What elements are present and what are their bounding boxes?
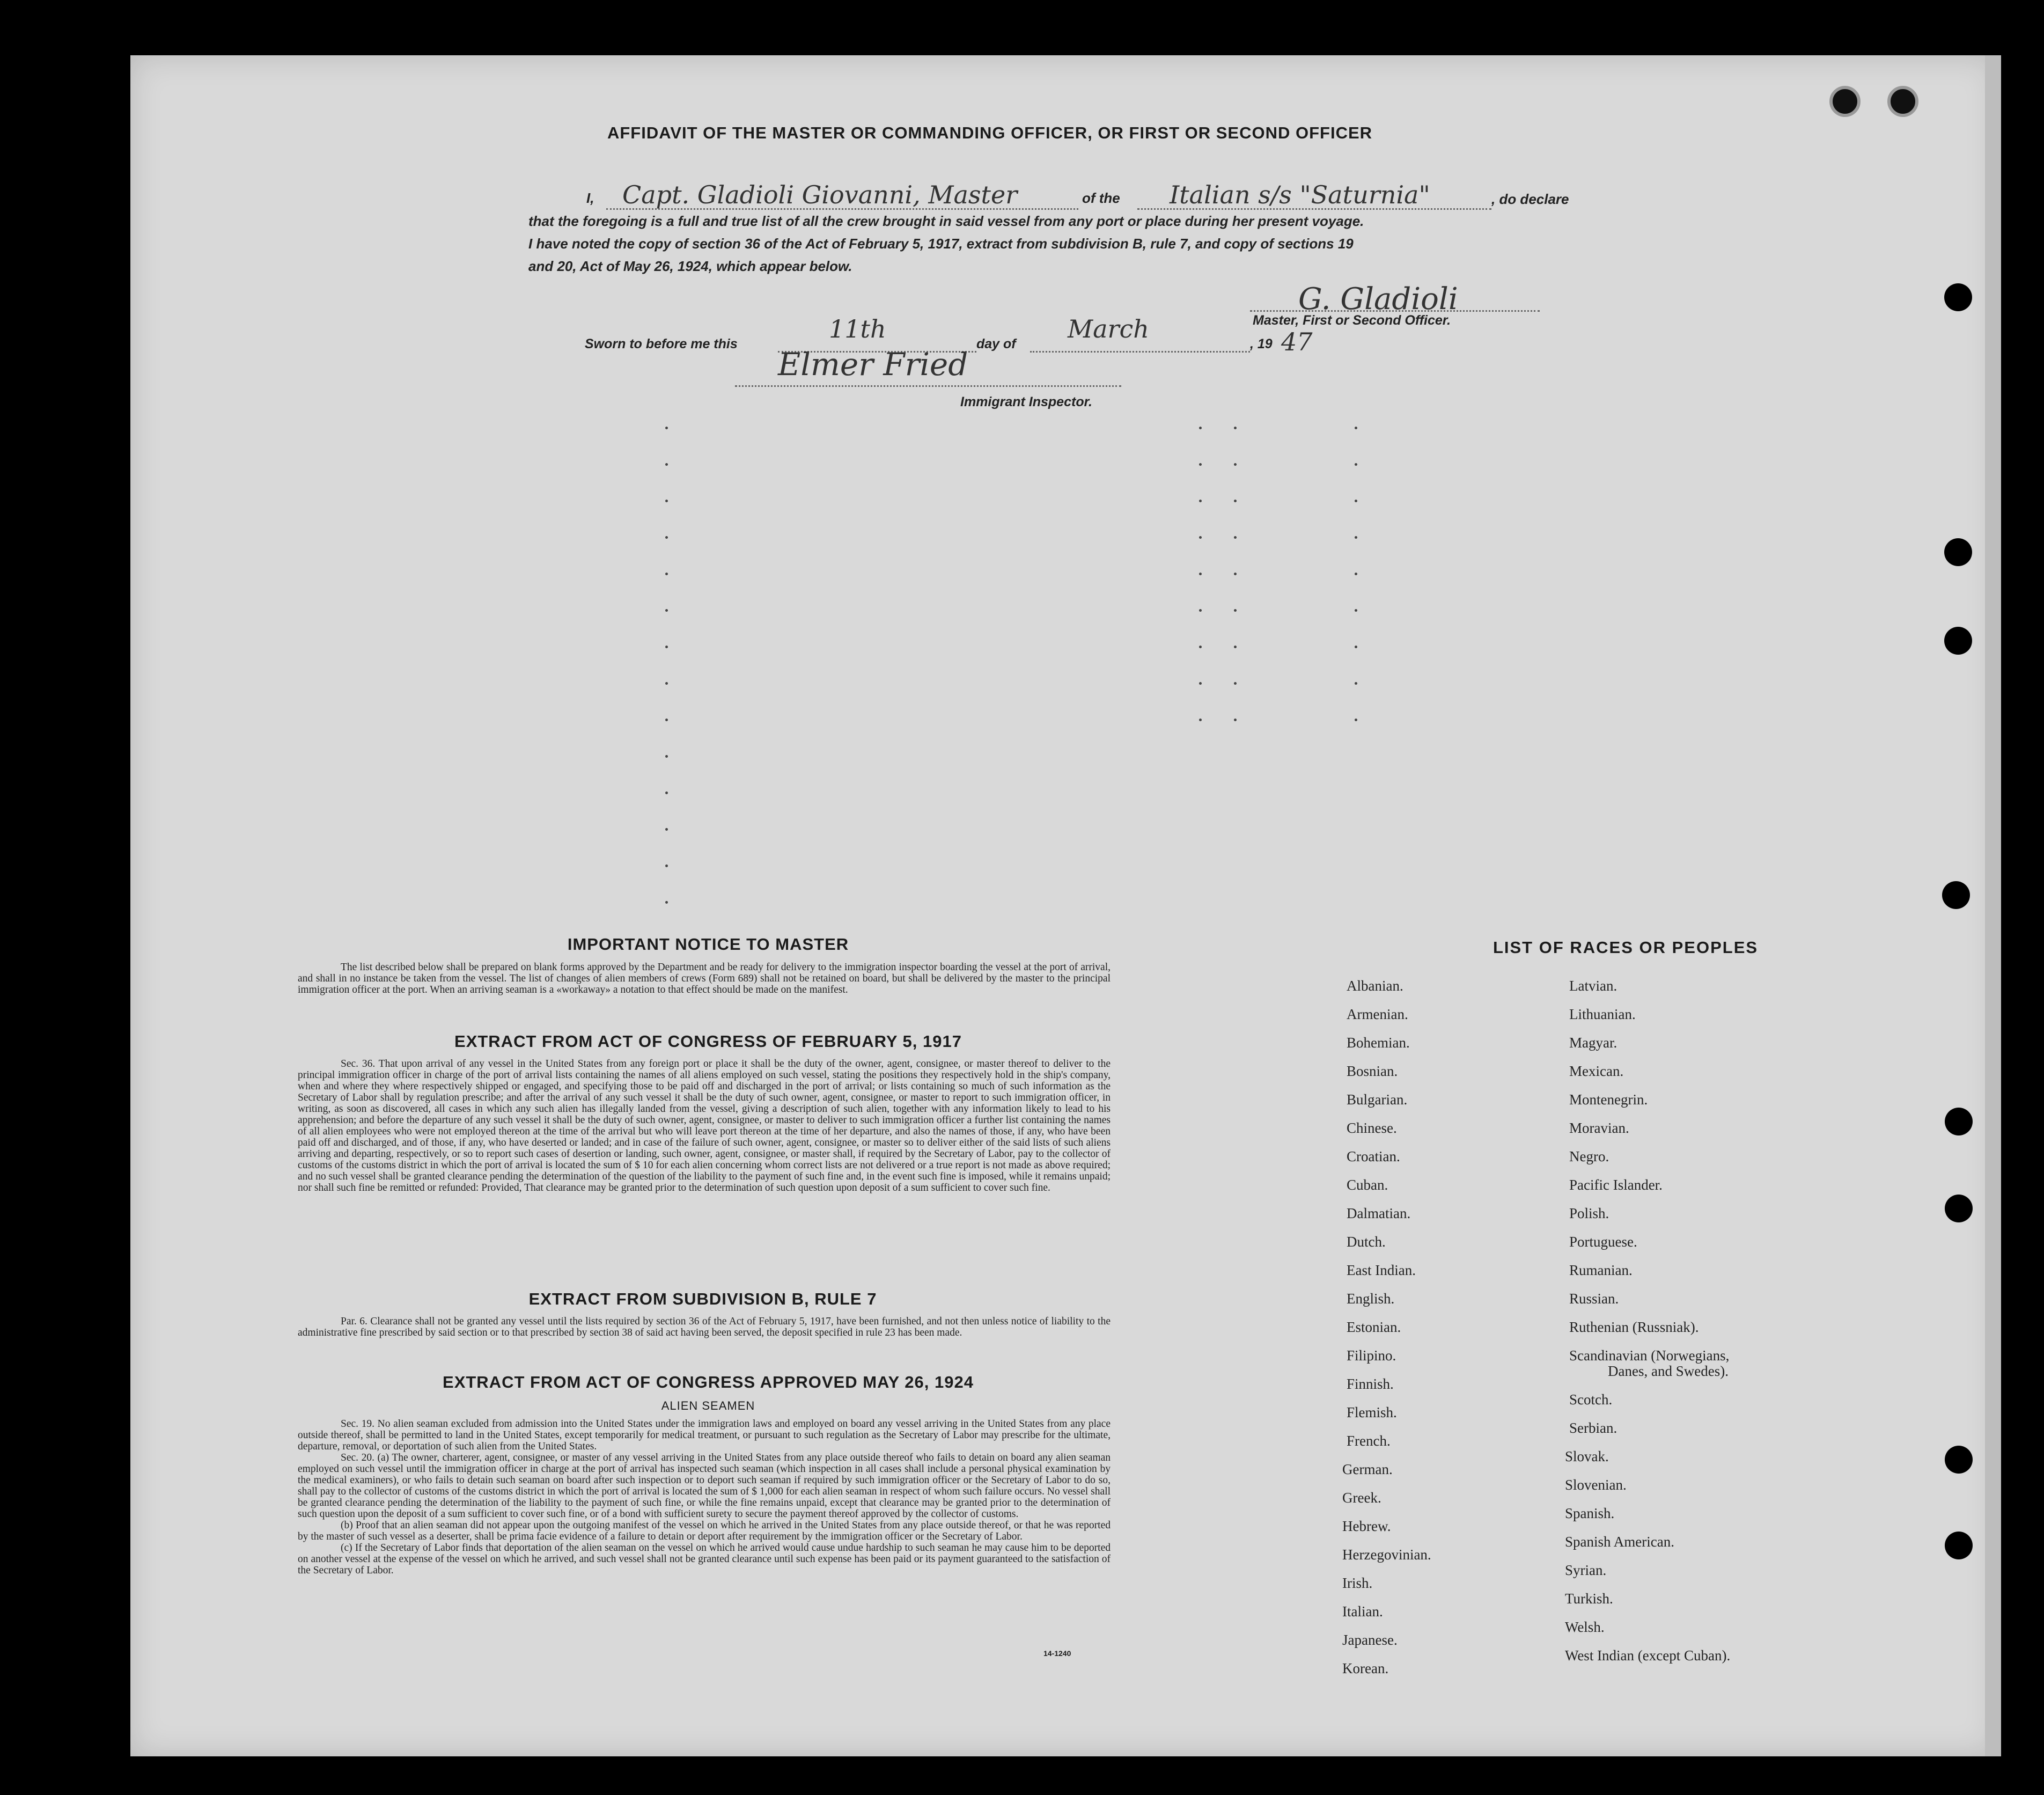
extract-1917-body: Sec. 36. That upon arrival of any vessel in the United States from any foreign port or place it shall be the duty of the owner, agent, consignee, or master thereof to deliver to the principal immigration officer in charge of the port of arrival lists containing the names of all aliens employed on such vessel, stating the positions they respectively hold in the ship's company, when and where they where respectively shipped or engaged, and specifying those to be paid off and discharged in the port of arrival; or lists containing so much of such information as the Secretary of Labor shall by regulation prescribe; and after the arrival of any such vessel it shall be the duty of such owner, agent, consignee, or master to report to such immigration officer, in writing, as soon as discovered, all cases in which any such alien has illegally landed from the vessel, giving a description of such alien, together with any information likely to lead to his apprehension; and before the departure of any such vessel it shall be the duty of such owner, agent, consignee, or master to deliver to such immigration officer a further list containing the names of all alien employees who were not employed thereon at the time of the arrival but who will leave port thereon at the time of her departure, and also the names of those, if any, who have been paid off and discharged, and of those, if any, who have deserted or landed; and in case of the failure of such owner, agent, consignee, or master so to deliver either of the said lists of such aliens arriving and departing, respectively, or so to report such cases of desertion or landing, such owner, agent, consignee, or master shall, if required by the Secretary of Labor, pay to the collector of customs of the customs district in which the port of arrival is located the sum of $ 10 for each alien concerning whom correct lists are not delivered or a true report is not made as above required; and no such vessel shall be granted clearance pending the determination of the question of the liability to the payment of such fine and, in the event such fine is imposed, while it remains unpaid; nor shall such fine be remitted or refunded: Provided, That clearance may be granted prior to the determination of such question upon deposit of a sum sufficient to cover such fine.: [298, 1058, 1111, 1193]
race-item: Dutch.: [1347, 1234, 1386, 1250]
race-item: Scandinavian (Norwegians,: [1569, 1347, 1730, 1364]
inspector-label: Immigrant Inspector.: [960, 394, 1092, 409]
race-item: Italian.: [1342, 1603, 1383, 1620]
rule-7-body: Par. 6. Clearance shall not be granted any vessel until the lists required by section 36 of the Act of February 5, 1917, have been furnished, and not then unless notice of liability to the administrative fine prescribed by said section or to that prescribed by section 38 of said act having been served, the deposit specified in rule 23 has been made.: [298, 1316, 1111, 1338]
guide-dot: [1234, 682, 1237, 685]
guide-dot: [1199, 500, 1202, 502]
affidavit-line-4: and 20, Act of May 26, 1924, which appear below.: [528, 258, 852, 274]
guide-dot: [665, 864, 668, 867]
binder-hole-icon: [1945, 1532, 1973, 1559]
guide-dot: [1355, 427, 1357, 429]
rule-7-text: [298, 1316, 1111, 1338]
handwritten-month: March: [1068, 314, 1149, 343]
handwritten-master-name: Capt. Gladioli Giovanni, Master: [622, 180, 1018, 209]
guide-dot: [1355, 573, 1357, 575]
notice-title: IMPORTANT NOTICE TO MASTER: [567, 935, 849, 954]
guide-dot: [665, 901, 668, 904]
race-item: Estonian.: [1347, 1319, 1401, 1335]
guide-dot: [1355, 719, 1357, 721]
race-item: Cuban.: [1347, 1177, 1388, 1193]
binder-hole-icon: [1887, 86, 1918, 117]
guide-dot: [1234, 609, 1237, 612]
guide-dot: [1355, 609, 1357, 612]
guide-dot: [1355, 536, 1357, 539]
alien-seamen-subtitle: ALIEN SEAMEN: [661, 1399, 755, 1412]
race-item: Japanese.: [1342, 1632, 1398, 1648]
race-item: Spanish.: [1565, 1505, 1615, 1521]
guide-dot: [1234, 719, 1237, 721]
year-prefix-label: , 19: [1250, 336, 1273, 351]
race-item: Welsh.: [1565, 1619, 1605, 1635]
race-item: Slovenian.: [1565, 1477, 1627, 1493]
master-officer-label: Master, First or Second Officer.: [1253, 313, 1451, 328]
affidavit-do-declare: , do declare: [1491, 191, 1569, 207]
race-item: French.: [1347, 1433, 1391, 1449]
guide-dot: [665, 427, 668, 429]
race-item: Hebrew.: [1342, 1518, 1391, 1534]
guide-dot: [1355, 463, 1357, 466]
notice-body: The list described below shall be prepared on blank forms approved by the Department and be ready for delivery to the immigration inspector boarding the vessel at the port of arrival, and shall in no instance be taken from the vessel. The list of changes of alien members of crews (Form 689) shall not be retained on board, but shall be delivered by the master to the principal immigration officer at the port. When an arriving seaman is a «workaway» a notation to that effect should be made on the manifest.: [298, 962, 1111, 995]
section-20c: (c) If the Secretary of Labor finds that deportation of the alien seaman on the vessel on which he arrived would cause undue hardship to such seaman he may cause him to be deported on another vessel at the expense of the vessel on which he arrived, and such vessel shall not be granted clearance until such expense has been paid or its payment guaranteed to the satisfaction of the Secretary of Labor.: [298, 1542, 1111, 1576]
race-item: Magyar.: [1569, 1035, 1617, 1051]
race-item: Armenian.: [1347, 1006, 1408, 1022]
race-item: Bohemian.: [1347, 1035, 1410, 1051]
guide-dot: [1234, 427, 1237, 429]
race-item: Ruthenian (Russniak).: [1569, 1319, 1699, 1335]
guide-dot: [1199, 536, 1202, 539]
race-item: Slovak.: [1565, 1448, 1609, 1464]
binder-hole-icon: [1829, 86, 1861, 117]
race-item: English.: [1347, 1291, 1395, 1307]
inspector-fill-line: [735, 385, 1121, 387]
race-item: Syrian.: [1565, 1562, 1607, 1578]
race-item: Danes, and Swedes).: [1608, 1363, 1729, 1379]
guide-dot: [665, 682, 668, 685]
race-item: Rumanian.: [1569, 1262, 1633, 1278]
affidavit-of-the-label: of the: [1082, 190, 1120, 206]
binder-hole-icon: [1942, 881, 1970, 909]
race-item: Dalmatian.: [1347, 1205, 1411, 1221]
section-20b: (b) Proof that an alien seaman did not appear upon the outgoing manifest of the vessel on which he arrived in the United States from any place outside thereof, or that he was reported by the master of such vessel as a deserter, shall be prima facie evidence of a failure to detain or deport after requirement by the immigration officer or the Secretary of Labor.: [298, 1520, 1111, 1542]
race-item: Montenegrin.: [1569, 1091, 1648, 1108]
races-title: LIST OF RACES OR PEOPLES: [1492, 938, 1759, 957]
race-item: Spanish American.: [1565, 1534, 1674, 1550]
page-edge: [1985, 55, 2001, 1756]
guide-dot: [1355, 500, 1357, 502]
form-number: 14-1240: [1043, 1649, 1071, 1658]
guide-dot: [1199, 646, 1202, 648]
guide-dot: [1234, 536, 1237, 539]
guide-dot: [665, 792, 668, 794]
extract-1924-title: EXTRACT FROM ACT OF CONGRESS APPROVED MAY 26, 1924: [443, 1373, 974, 1391]
binder-hole-icon: [1945, 1108, 1973, 1135]
race-item: Mexican.: [1569, 1063, 1624, 1079]
handwritten-inspector-signature: Elmer Fried: [778, 346, 968, 383]
race-item: Finnish.: [1347, 1376, 1394, 1392]
guide-dot: [1234, 500, 1237, 502]
race-item: Negro.: [1569, 1148, 1609, 1164]
race-item: Lithuanian.: [1569, 1006, 1636, 1022]
guide-dot: [665, 500, 668, 502]
affidavit-line-3: I have noted the copy of section 36 of the Act of February 5, 1917, extract from subdivision B, rule 7, and copy of sections 19: [528, 236, 1354, 252]
race-item: Polish.: [1569, 1205, 1609, 1221]
section-20a: Sec. 20. (a) The owner, charterer, agent, consignee, or master of any vessel arriving in the United States from any place outside thereof who fails to detain on board any alien seaman employed on such vessel until the immigration officer in charge at the port of arrival has inspected such seaman (which inspection in all cases shall include a personal physical examination by the medical examiners), or who fails to detain such seaman on board after such inspection or to deport such seaman if required by such immigration officer or the Secretary of Labor to do so, shall pay to the collector of customs of the customs district in which the port of arrival is located the sum of $ 1,000 for each alien seaman in respect of whom such failure occurs. No vessel shall be granted clearance pending the determination of the liability to the payment of such fine, or while the fine remains unpaid, except that clearance may be granted prior to the determination of such question upon the deposit of a sum sufficient to cover such fine, or of a bond with sufficient surety to secure the payment thereof approved by the collector of customs.: [298, 1452, 1111, 1520]
affidavit-line-2: that the foregoing is a full and true list of all the crew brought in said vessel from any port or place during her present voyage.: [528, 213, 1364, 229]
guide-dot: [1355, 646, 1357, 648]
race-item: Irish.: [1342, 1575, 1373, 1591]
guide-dot: [665, 609, 668, 612]
race-item: East Indian.: [1347, 1262, 1416, 1278]
race-item: Bulgarian.: [1347, 1091, 1408, 1108]
race-item: Moravian.: [1569, 1120, 1629, 1136]
guide-dot: [1199, 609, 1202, 612]
guide-dot: [665, 463, 668, 466]
month-fill-line: [1030, 351, 1250, 353]
guide-dot: [1234, 646, 1237, 648]
handwritten-day: 11th: [829, 314, 886, 343]
extract-1917-text: [298, 1058, 1111, 1193]
guide-dot: [1199, 719, 1202, 721]
race-item: Filipino.: [1347, 1347, 1396, 1364]
binder-hole-icon: [1944, 538, 1972, 566]
guide-dot: [665, 755, 668, 758]
guide-dot: [1199, 682, 1202, 685]
rule-7-title: EXTRACT FROM SUBDIVISION B, RULE 7: [528, 1290, 877, 1308]
guide-dot: [665, 573, 668, 575]
race-item: Korean.: [1342, 1660, 1389, 1676]
race-item: Herzegovinian.: [1342, 1547, 1431, 1563]
handwritten-master-signature: G. Gladioli: [1298, 282, 1458, 317]
race-item: Flemish.: [1347, 1404, 1397, 1420]
affidavit-i-label: I,: [586, 190, 594, 206]
guide-dot: [1355, 682, 1357, 685]
guide-dot: [665, 646, 668, 648]
race-item: Greek.: [1342, 1490, 1381, 1506]
handwritten-year: 47: [1281, 327, 1313, 356]
guide-dot: [665, 536, 668, 539]
race-item: Russian.: [1569, 1291, 1619, 1307]
race-item: Scotch.: [1569, 1391, 1613, 1408]
race-item: Albanian.: [1347, 978, 1403, 994]
guide-dot: [665, 719, 668, 721]
race-item: Pacific Islander.: [1569, 1177, 1663, 1193]
binder-hole-icon: [1944, 283, 1972, 311]
binder-hole-icon: [1945, 1446, 1973, 1474]
handwritten-vessel-name: Italian s/s "Saturnia": [1170, 180, 1430, 209]
guide-dot: [1199, 463, 1202, 466]
race-item: Chinese.: [1347, 1120, 1397, 1136]
affidavit-title: AFFIDAVIT OF THE MASTER OR COMMANDING OFFICER, OR FIRST OR SECOND OFFICER: [607, 123, 1373, 142]
race-item: Serbian.: [1569, 1420, 1617, 1436]
section-19: Sec. 19. No alien seaman excluded from admission into the United States under the immigration laws and employed on board any vessel arriving in the United States from any place outside thereof, shall be permitted to land in the United States, except temporarily for medical treatment, or pursuant to such regulation as the Secretary of Labor may prescribe for the ultimate, departure, removal, or deportation of such alien from the United States.: [298, 1418, 1111, 1452]
race-item: Bosnian.: [1347, 1063, 1398, 1079]
guide-dot: [1199, 427, 1202, 429]
extract-1917-title: EXTRACT FROM ACT OF CONGRESS OF FEBRUARY 5, 1917: [454, 1032, 962, 1051]
guide-dot: [1199, 573, 1202, 575]
guide-dot: [665, 828, 668, 831]
notice-text: [298, 962, 1111, 995]
sworn-label: Sworn to before me this: [585, 336, 738, 351]
guide-dot: [1234, 463, 1237, 466]
race-item: Croatian.: [1347, 1148, 1400, 1164]
race-item: Portuguese.: [1569, 1234, 1637, 1250]
race-item: Turkish.: [1565, 1591, 1613, 1607]
race-item: German.: [1342, 1461, 1393, 1477]
day-of-label: day of: [976, 336, 1016, 351]
guide-dot: [1234, 573, 1237, 575]
binder-hole-icon: [1945, 1195, 1973, 1222]
race-item: Latvian.: [1569, 978, 1617, 994]
race-item: West Indian (except Cuban).: [1565, 1647, 1731, 1664]
extract-1924-text: [298, 1418, 1111, 1576]
binder-hole-icon: [1944, 627, 1972, 655]
